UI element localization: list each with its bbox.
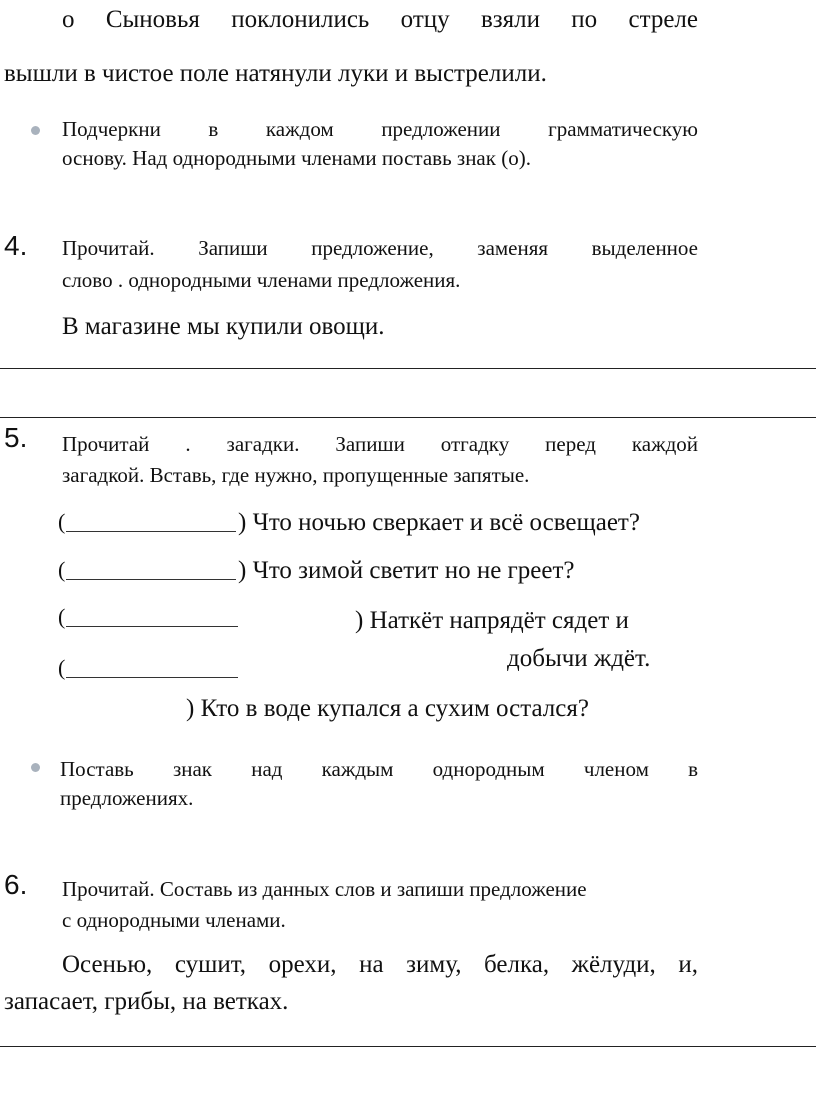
- answer-blank: [66, 531, 236, 532]
- riddle-4: ) Кто в воде купался а сухим остался?: [186, 695, 589, 722]
- task-5-number: 5.: [4, 422, 28, 453]
- task-5-line-1: Прочитай . загадки. Запиши отгадку перед каждой: [62, 432, 698, 456]
- riddle-1: ) Что ночью сверкает и всё освещает?: [238, 509, 640, 536]
- task-mark-line-2: предложениях.: [60, 786, 194, 810]
- task-6-number: 6.: [4, 869, 28, 900]
- task-5-line-2: загадкой. Вставь, где нужно, пропущенные запятые.: [62, 463, 530, 487]
- riddle-2: ) Что зимой светит но не греет?: [238, 557, 575, 584]
- answer-line: [0, 368, 816, 369]
- answer-blank: [66, 579, 236, 580]
- task-6-words-line-2: запасает, грибы, на ветках.: [4, 988, 289, 1015]
- bullet-icon: [31, 763, 40, 772]
- text-line-1: о Сыновья поклонились отцу взяли по стреле: [62, 6, 698, 33]
- bullet-icon: [31, 126, 40, 135]
- answer-blank: [66, 626, 238, 627]
- task-6-line-2: с однородными членами.: [62, 908, 286, 932]
- open-paren: (: [58, 509, 66, 534]
- task-mark-line-1: Поставь знак над каждым однородным членом в: [60, 757, 698, 781]
- answer-blank: [66, 677, 238, 678]
- text-line-2: вышли в чистое поле натянули луки и выстрелили.: [4, 60, 547, 87]
- open-paren: (: [58, 557, 66, 582]
- riddle-3: ) Наткёт напрядёт сядет и: [355, 607, 629, 634]
- task-4-sentence: В магазине мы купили овощи.: [62, 313, 385, 340]
- answer-line: [0, 1046, 816, 1047]
- riddle-3-continued: добычи ждёт.: [507, 645, 651, 672]
- task-6-line-1: Прочитай. Составь из данных слов и запиши предложение: [62, 877, 587, 901]
- open-paren: (: [58, 604, 66, 629]
- task-underline-line-2: основу. Над однородными членами поставь знак (о).: [62, 146, 531, 170]
- task-4-line-2: слово . однородными членами предложения.: [62, 268, 461, 292]
- task-6-words-line-1: Осенью, сушит, орехи, на зиму, белка, жёлуди, и,: [62, 951, 698, 978]
- open-paren: (: [58, 655, 66, 680]
- answer-line: [0, 417, 816, 418]
- task-4-number: 4.: [4, 230, 28, 261]
- task-underline-line-1: Подчеркни в каждом предложении грамматическую: [62, 117, 698, 141]
- task-4-line-1: Прочитай. Запиши предложение, заменяя выделенное: [62, 236, 698, 260]
